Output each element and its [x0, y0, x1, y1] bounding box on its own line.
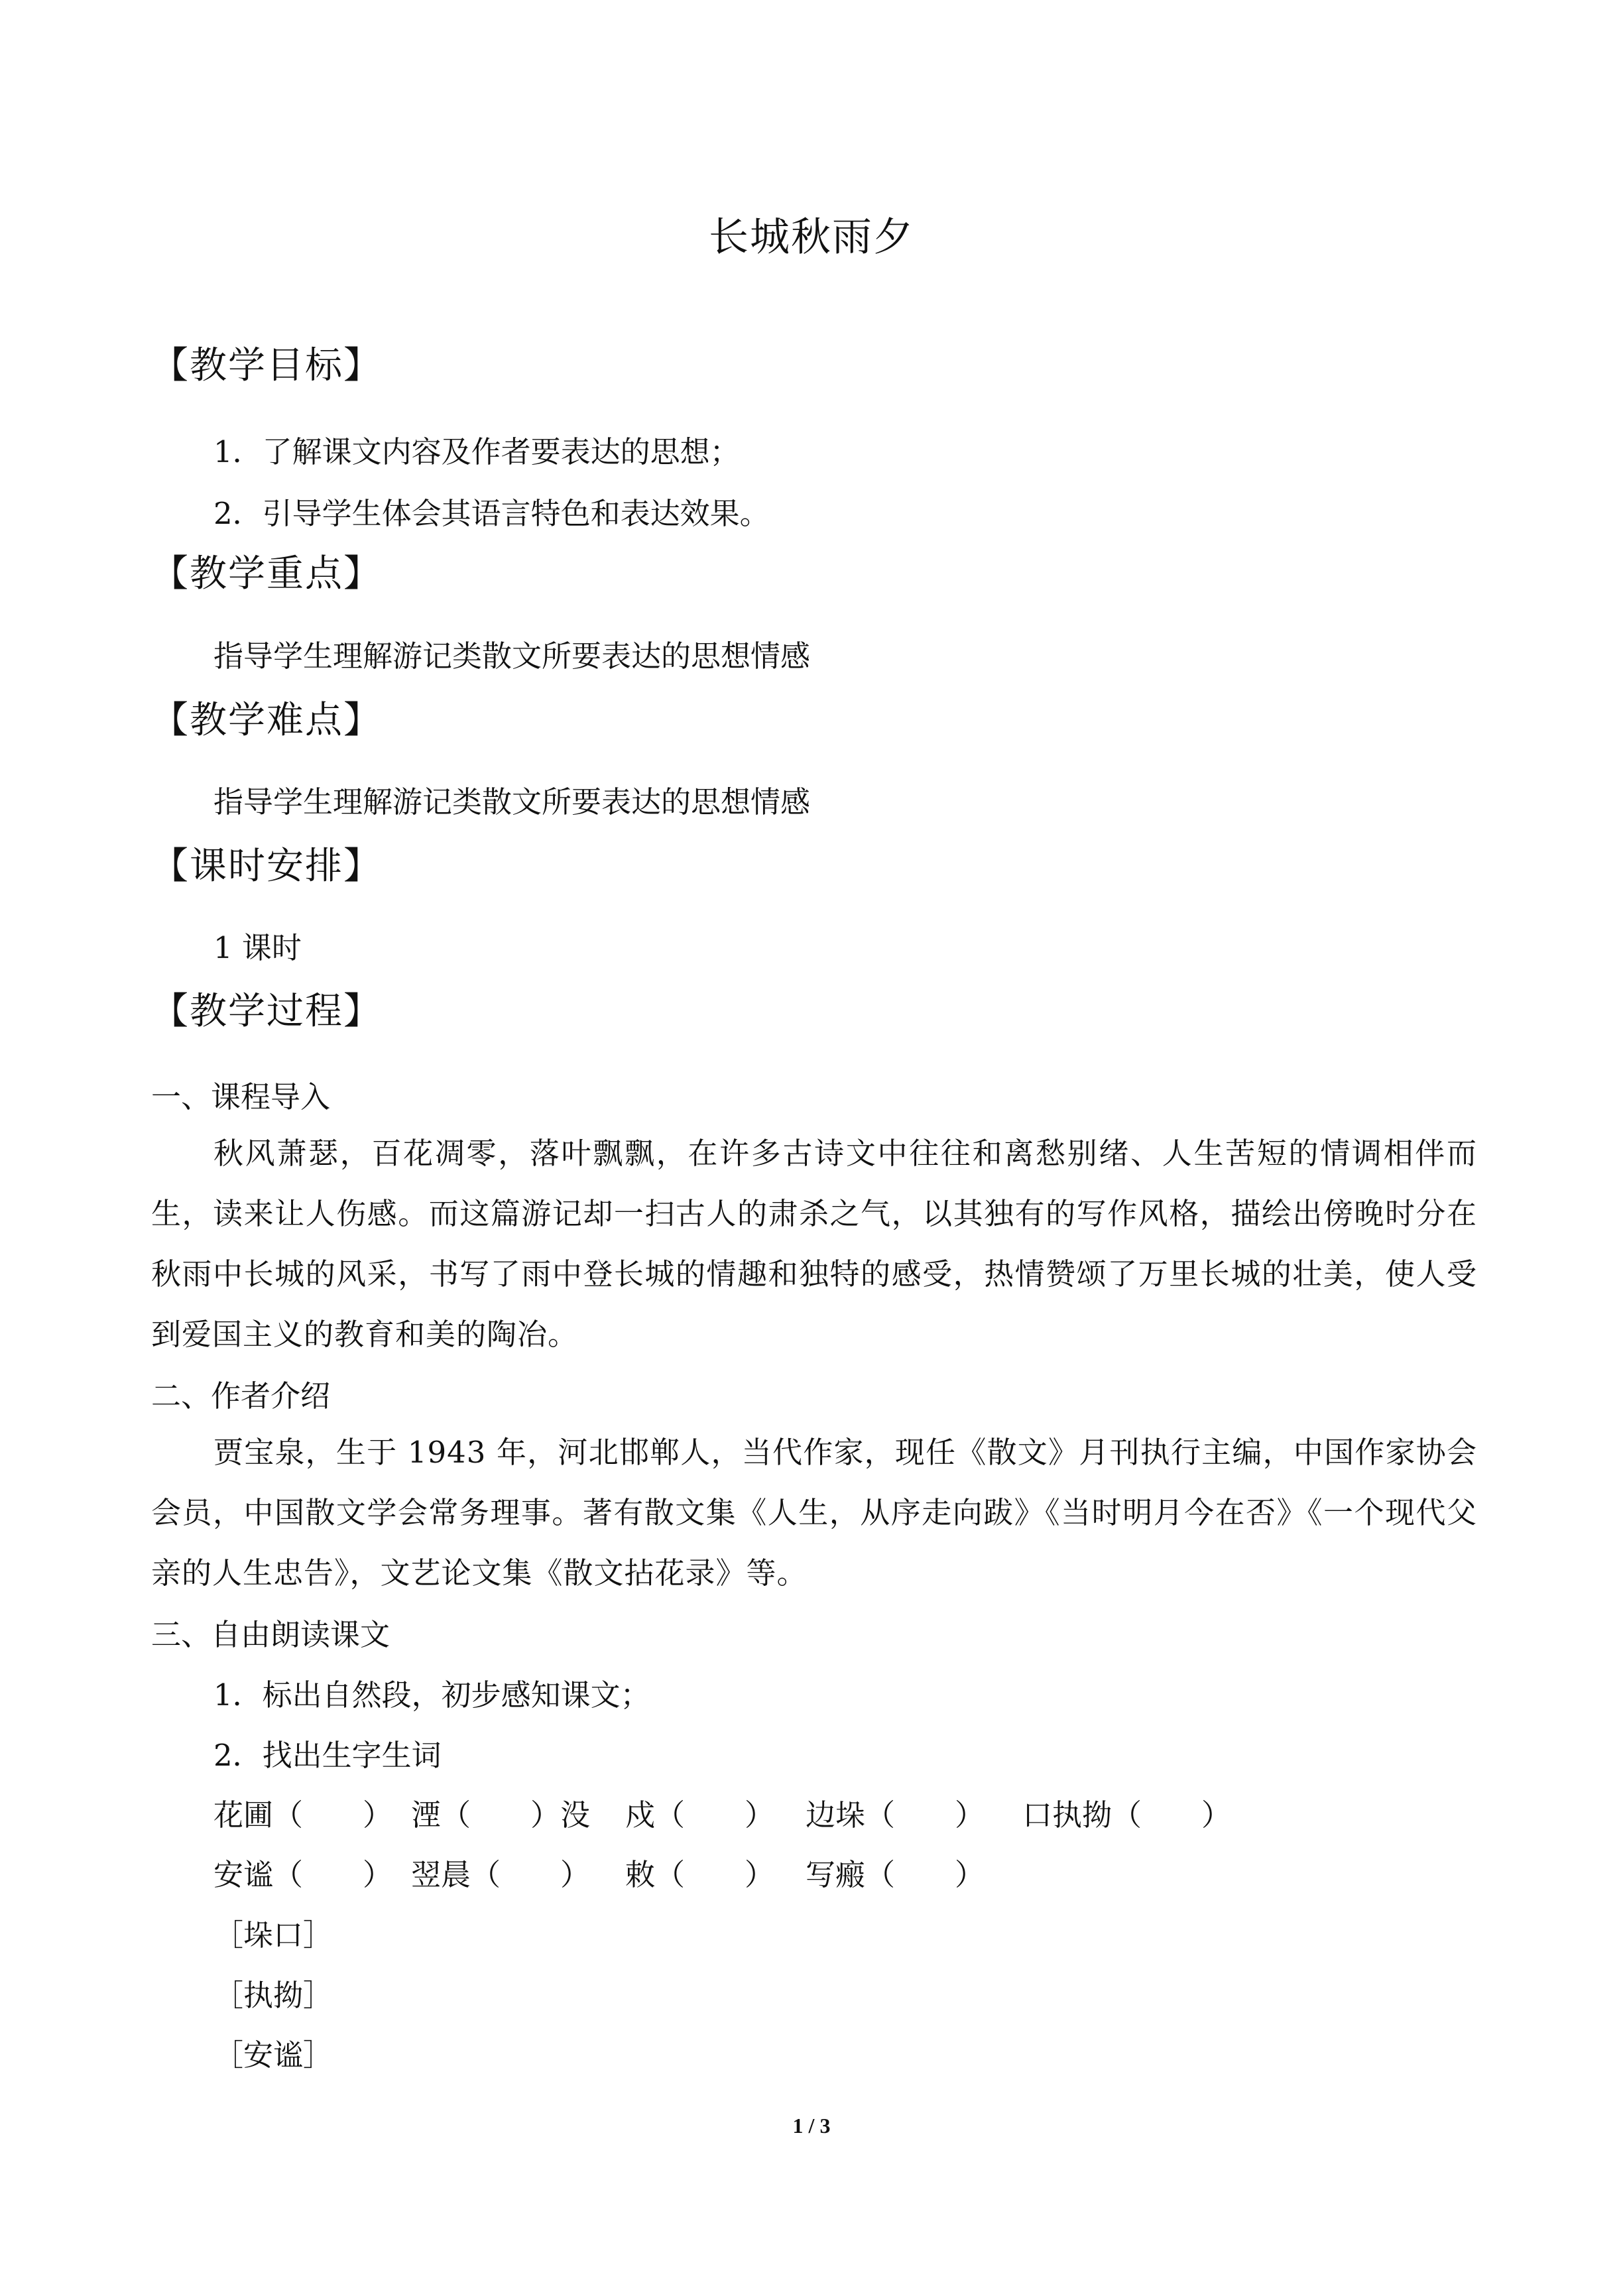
vocab-item: 边垛（ ） [806, 1797, 985, 1833]
reading-item-1: 1．标出自然段，初步感知课文； [213, 1677, 650, 1713]
vocab-item: 口执拗（ ） [1022, 1797, 1232, 1833]
heading-key-points: 【教学重点】 [151, 552, 382, 595]
process-author-paragraph: 贾宝泉，生于 1943 年，河北邯郸人，当代作家，现任《散文》月刊执行主编，中国作家协会会员，中国散文学会常务理事。著有散文集《人生，从序走向跋》《当时明月今在否》《一个现代父亲的人生忠告》，文艺论文集《散文拈花录》等。 [151, 1435, 1477, 1591]
document-title: 长城秋雨夕 [709, 214, 914, 261]
vocab-item: 戍（ ） [625, 1797, 775, 1833]
vocab-item: 敕（ ） [625, 1857, 775, 1892]
heading-difficulties: 【教学难点】 [151, 699, 382, 742]
heading-schedule: 【课时安排】 [151, 845, 382, 888]
heading-process: 【教学过程】 [151, 990, 382, 1033]
bracket-term: ［执拗］ [213, 1978, 333, 2013]
vocab-item: 翌晨（ ） [411, 1857, 591, 1892]
objective-item-2: 2．引导学生体会其语言特色和表达效果。 [213, 496, 770, 531]
process-reading-title: 三、自由朗读课文 [151, 1617, 391, 1652]
objective-item-1: 1．了解课文内容及作者要表达的思想； [213, 434, 740, 469]
vocab-item: 写瘢（ ） [806, 1857, 985, 1892]
process-author-title: 二、作者介绍 [151, 1378, 331, 1414]
vocab-item: 安谧（ ） [213, 1857, 393, 1892]
vocab-item: 湮（ ）没 [411, 1797, 591, 1833]
schedule-text: 1 课时 [213, 930, 302, 965]
difficulties-text: 指导学生理解游记类散文所要表达的思想情感 [213, 784, 811, 819]
vocab-item: 花圃（ ） [213, 1797, 393, 1833]
page-number: 1 / 3 [792, 2114, 831, 2138]
bracket-term: ［安谧］ [213, 2037, 333, 2073]
process-intro-title: 一、课程导入 [151, 1079, 331, 1115]
key-points-text: 指导学生理解游记类散文所要表达的思想情感 [213, 638, 811, 674]
heading-objectives: 【教学目标】 [151, 344, 382, 387]
process-intro-paragraph: 秋风萧瑟，百花凋零，落叶飘飘，在许多古诗文中往往和离愁别绪、人生苦短的情调相伴而生，读来让人伤感。而这篇游记却一扫古人的肃杀之气，以其独有的写作风格，描绘出傍晚时分在秋雨中长城的风采，书写了雨中登长城的情趣和独特的感受，热情赞颂了万里长城的壮美，使人受到爱国主义的教育和美的陶冶。 [151, 1136, 1477, 1352]
bracket-term: ［垛口］ [213, 1917, 333, 1953]
reading-item-2: 2．找出生字生词 [213, 1738, 442, 1773]
